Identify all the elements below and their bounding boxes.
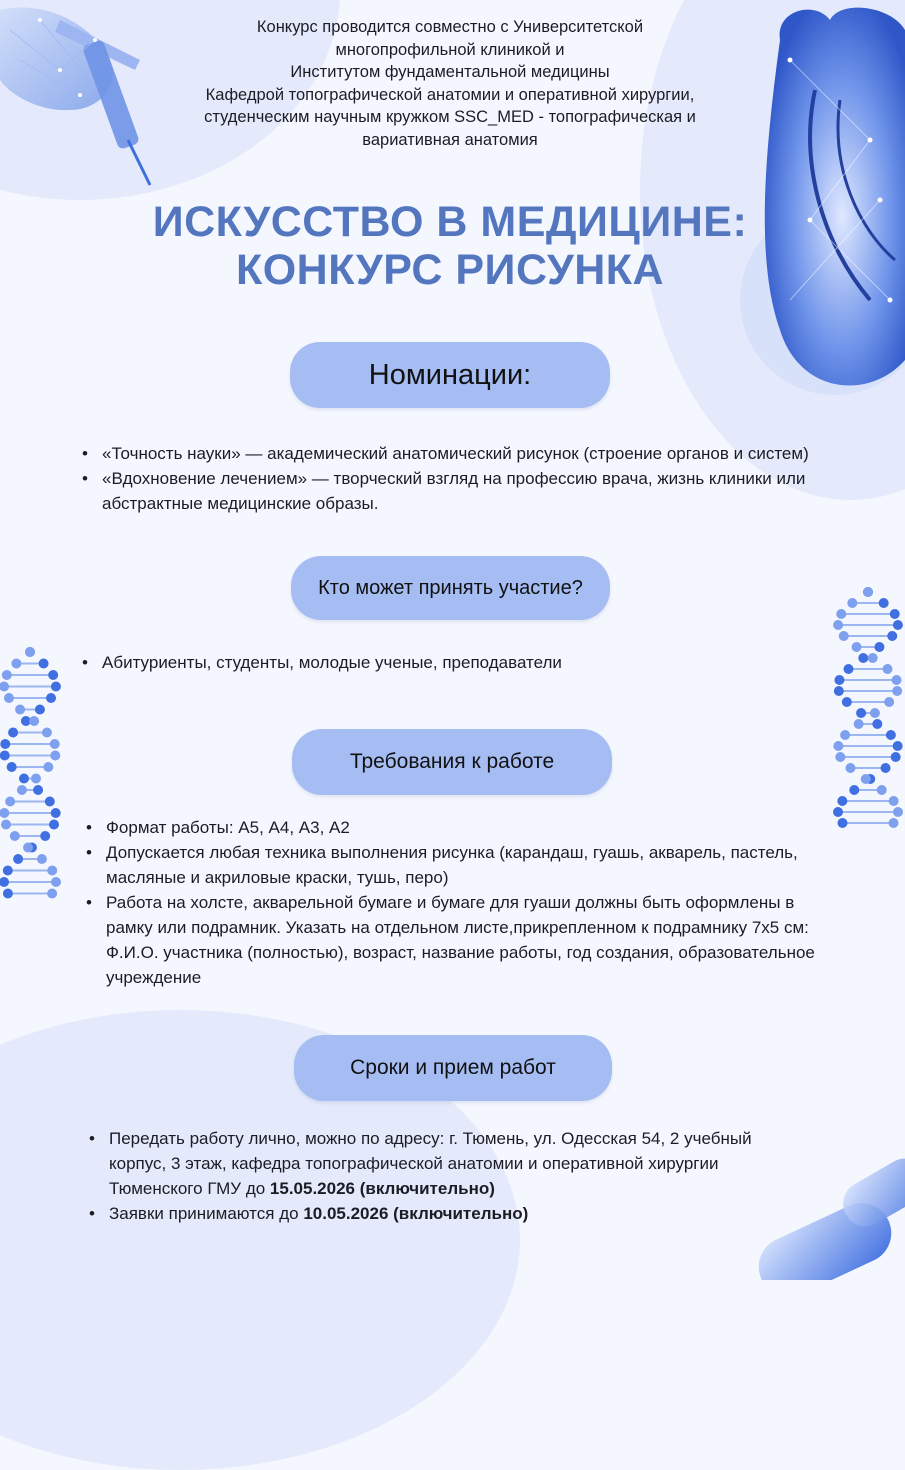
dna-right-node [861, 774, 871, 784]
dna-left-node [40, 831, 50, 841]
deadline-item-text: Передать работу лично, можно по адресу: г. Тюмень, ул. Одесская 54, 2 учебный корпус, 3 этаж, кафедра топографической анатомии и оперативной хирургии Тюменского ГМУ до [109, 1129, 752, 1198]
dna-right-node [849, 785, 859, 795]
nominations-heading [290, 342, 610, 408]
page-title [100, 198, 800, 294]
dna-right-node [883, 664, 893, 674]
dna-left-node [3, 866, 13, 876]
dna-right-node [868, 653, 878, 663]
dna-right-node [890, 609, 900, 619]
dna-left-node [0, 751, 10, 761]
intro-line: Институтом фундаментальной медицины [290, 63, 610, 81]
dna-right-node [833, 620, 843, 630]
dna-right-node [893, 741, 903, 751]
dna-left-node [0, 877, 9, 887]
dna-right-node [840, 730, 850, 740]
nominations-list [80, 441, 885, 516]
dna-left-node [8, 728, 18, 738]
dna-left-node [51, 682, 61, 692]
dna-right-node [891, 752, 901, 762]
dna-left-node [3, 889, 13, 899]
dna-left-node [25, 647, 35, 657]
list-item: • «Вдохновение лечением» — творческий взгляд на профессию врача, жизнь клиники или абстрактные медицинские образы. [80, 466, 885, 516]
list-item: • «Точность науки» — академический анатомический рисунок (строение органов и систем) [80, 441, 885, 466]
title-line-1: ИСКУССТВО В МЕДИЦИНЕ: [152, 198, 748, 246]
dna-left-node [2, 670, 12, 680]
deadline-date: 15.05.2026 (включительно) [269, 1179, 495, 1198]
dna-right-node [845, 763, 855, 773]
deadline-date: 10.05.2026 (включительно) [303, 1204, 529, 1223]
intro-line: Кафедрой топографической анатомии и оперативной хирургии, [205, 85, 695, 104]
dna-left-node [37, 854, 47, 864]
deadline-item-text: Заявки принимаются до [109, 1204, 299, 1223]
dna-right-node [834, 686, 844, 696]
dna-left-node [1, 820, 11, 830]
dna-right-node [843, 664, 853, 674]
intro-line: Конкурс проводится совместно с Университетской [256, 18, 644, 36]
dna-left-node [0, 808, 9, 818]
dna-left-node [13, 854, 23, 864]
participants-heading-label: Кто может принять участие? [318, 576, 583, 599]
dna-left-node [50, 739, 60, 749]
dna-right-node [870, 708, 880, 718]
participants-list [80, 650, 780, 675]
dna-left-node [7, 762, 17, 772]
dna-right-node [889, 818, 899, 828]
dna-left-node [29, 716, 39, 726]
dna-right-node [839, 631, 849, 641]
dna-left-node [39, 659, 49, 669]
dna-right-node [893, 620, 903, 630]
dna-left-node [10, 831, 20, 841]
dna-left-node [42, 728, 52, 738]
dna-left-node [15, 705, 25, 715]
dna-left-node [0, 682, 9, 692]
intro-text [150, 16, 750, 151]
dna-right-node [874, 642, 884, 652]
intro-line: вариативная анатомия [362, 130, 538, 149]
dna-left-node [43, 762, 53, 772]
dna-right-node [835, 752, 845, 762]
dna-right-node [886, 730, 896, 740]
dna-left-node [46, 693, 56, 703]
dna-right-node [872, 719, 882, 729]
dna-right-node [877, 785, 887, 795]
dna-left-node [49, 820, 59, 830]
dna-right-node [893, 807, 903, 817]
dna-right-node [852, 642, 862, 652]
dna-left-node [11, 659, 21, 669]
dna-left-node [33, 785, 43, 795]
dna-left-node [19, 774, 29, 784]
dna-left-node [48, 670, 58, 680]
dna-right-node [881, 763, 891, 773]
dna-right-node [837, 796, 847, 806]
dna-right-node [892, 675, 902, 685]
dna-right-node [833, 741, 843, 751]
requirements-list [84, 815, 824, 990]
dna-left-node [47, 889, 57, 899]
dna-right-node [833, 807, 843, 817]
dna-left-node [51, 877, 61, 887]
dna-right-node [842, 697, 852, 707]
dna-left-node [51, 808, 61, 818]
dna-right-node [856, 708, 866, 718]
title-line-2: КОНКУРС РИСУНКА [235, 246, 665, 294]
dna-left-node [23, 843, 33, 853]
dna-right-node [884, 697, 894, 707]
dna-right-node [854, 719, 864, 729]
dna-helix-right-icon [820, 580, 905, 840]
deadlines-heading-label: Сроки и прием работ [350, 1056, 556, 1079]
dna-left-node [35, 705, 45, 715]
dna-right-node [837, 818, 847, 828]
list-item: • Абитуриенты, студенты, молодые ученые, преподаватели [80, 650, 780, 675]
dna-left-node [4, 693, 14, 703]
list-item [87, 1201, 807, 1226]
dna-left-node [5, 797, 15, 807]
dna-right-node [863, 587, 873, 597]
dna-right-node [834, 675, 844, 685]
dna-left-node [50, 751, 60, 761]
dna-right-node [879, 598, 889, 608]
requirements-heading-label: Требования к работе [349, 750, 555, 773]
dna-left-node [45, 797, 55, 807]
dna-left-node [47, 866, 57, 876]
dna-left-node [31, 774, 41, 784]
participants-heading [291, 556, 610, 620]
deadlines-list [87, 1126, 807, 1226]
deadlines-heading [294, 1035, 612, 1101]
dna-right-node [892, 686, 902, 696]
dna-right-node [858, 653, 868, 663]
dna-right-node [887, 631, 897, 641]
dna-helix-left-icon [0, 640, 80, 910]
list-item: • Работа на холсте, акварельной бумаге и бумаге для гуаши должны быть оформлены в рамку или подрамник. Указать на отдельном листе,прикрепленном к подрамнику 7х5 см: Ф.И.О. участника (полностью), возраст, название работы, год создания, образовательное учреждение [84, 890, 824, 990]
list-item [87, 1126, 807, 1201]
list-item: • Формат работы: А5, А4, А3, А2 [84, 815, 824, 840]
dna-right-node [847, 598, 857, 608]
dna-right-node [836, 609, 846, 619]
intro-line: студенческим научным кружком SSC_MED - топографическая и [204, 108, 696, 126]
requirements-heading [292, 729, 612, 795]
nominations-heading-label: Номинации: [368, 358, 532, 391]
dna-right-node [889, 796, 899, 806]
list-item: • Допускается любая техника выполнения рисунка (карандаш, гуашь, акварель, пастель, масляные и акриловые краски, тушь, перо) [84, 840, 824, 890]
intro-line: многопрофильной клиникой и [335, 40, 565, 59]
dna-left-node [0, 739, 10, 749]
dna-left-node [17, 785, 27, 795]
